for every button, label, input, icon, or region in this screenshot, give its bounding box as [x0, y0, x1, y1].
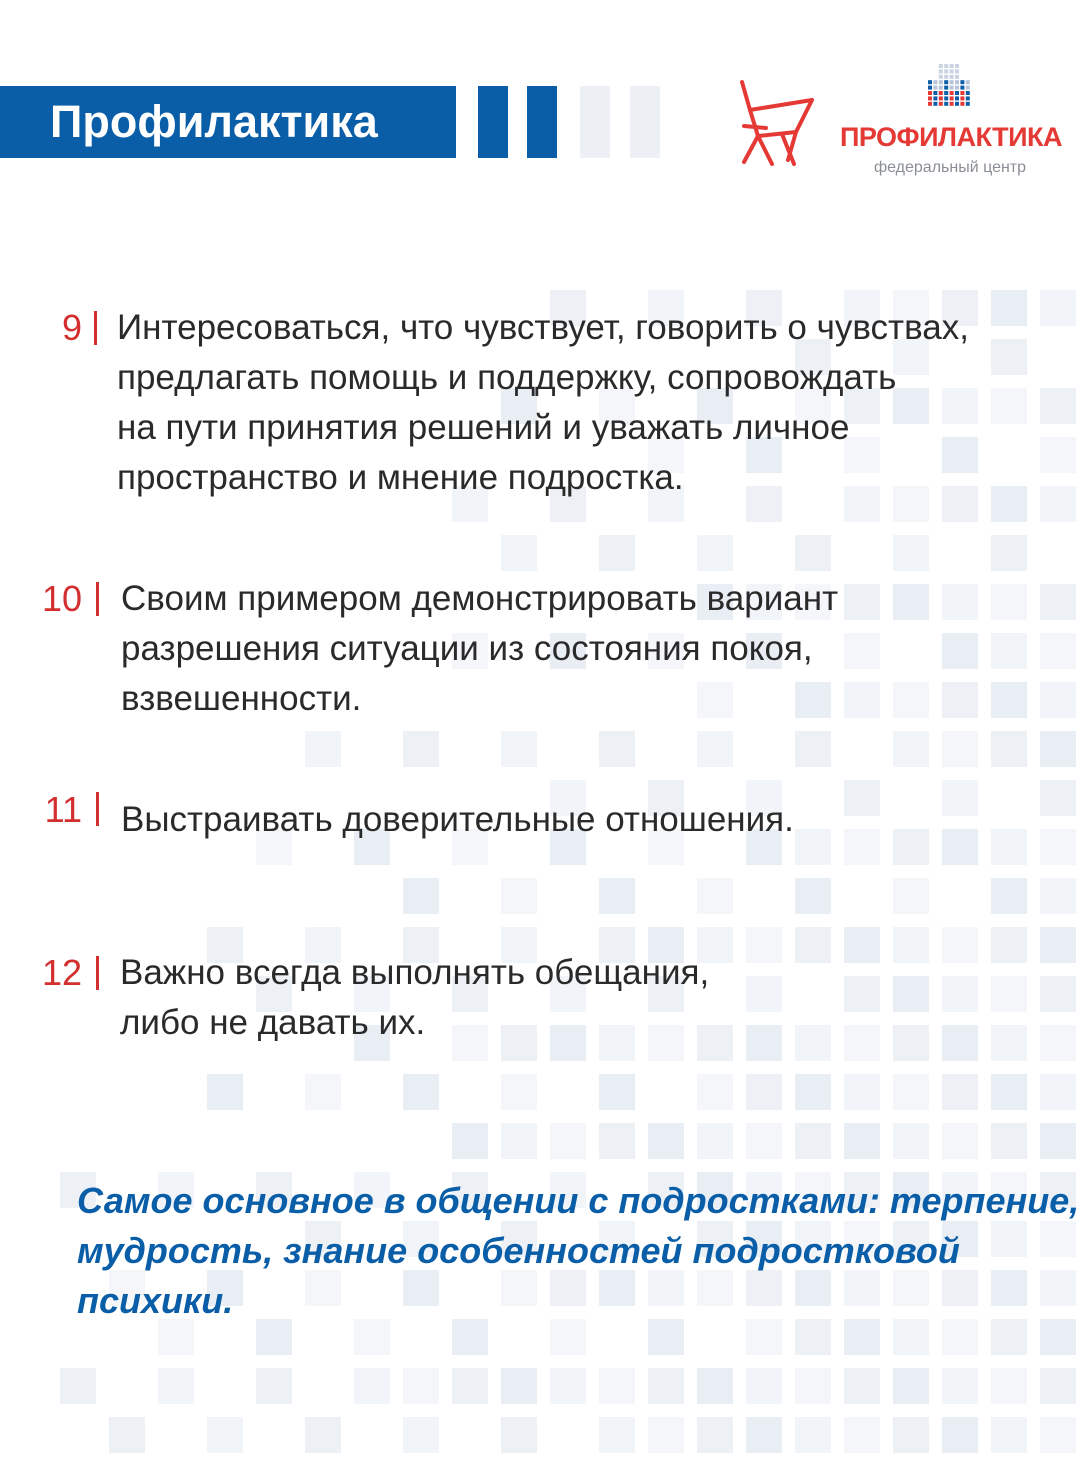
- logo-dot: [944, 64, 948, 68]
- logo-dot: [955, 64, 959, 68]
- logo-dot: [928, 86, 932, 90]
- grid-cell: [452, 1368, 488, 1404]
- logo-dot: [939, 102, 943, 106]
- grid-cell: [844, 780, 880, 816]
- grid-cell: [795, 878, 831, 914]
- grid-cell: [1040, 437, 1076, 473]
- grid-cell: [158, 1368, 194, 1404]
- grid-cell: [942, 1025, 978, 1061]
- logo-dot: [950, 80, 954, 84]
- grid-cell: [746, 1417, 782, 1453]
- logo-dot: [939, 80, 943, 84]
- grid-cell: [1040, 290, 1076, 326]
- logo-dot: [950, 96, 954, 100]
- grid-cell: [991, 1123, 1027, 1159]
- grid-cell: [501, 1417, 537, 1453]
- logo-dot: [955, 80, 959, 84]
- logo-dot: [955, 75, 959, 79]
- grid-cell: [1040, 780, 1076, 816]
- logo-dot: [944, 80, 948, 84]
- grid-cell: [991, 339, 1027, 375]
- grid-cell: [501, 1074, 537, 1110]
- logo-dot: [928, 102, 932, 106]
- grid-cell: [599, 1123, 635, 1159]
- logo-dot: [955, 102, 959, 106]
- grid-cell: [795, 1025, 831, 1061]
- item-number: 12: [41, 952, 82, 993]
- logo-dot: [933, 96, 937, 100]
- grid-cell: [942, 1417, 978, 1453]
- grid-cell: [795, 927, 831, 963]
- grid-cell: [893, 1025, 929, 1061]
- grid-cell: [697, 1417, 733, 1453]
- item-text: Интересоваться, что чувствует, говорить о чувствах, предлагать помощь и поддержку, сопровождать на пути принятия решений и уважать личное пространство и мнение подростка.: [117, 308, 969, 497]
- grid-cell: [942, 1074, 978, 1110]
- grid-cell: [991, 584, 1027, 620]
- logo-dot: [955, 69, 959, 73]
- logo-dot: [928, 96, 932, 100]
- grid-cell: [991, 1025, 1027, 1061]
- logo-dot: [966, 80, 970, 84]
- logo-dot: [933, 86, 937, 90]
- grid-cell: [942, 682, 978, 718]
- grid-cell: [648, 1368, 684, 1404]
- grid-cell: [991, 1368, 1027, 1404]
- header-band: [0, 86, 456, 158]
- grid-cell: [256, 1368, 292, 1404]
- grid-cell: [501, 1123, 537, 1159]
- grid-cell: [550, 1123, 586, 1159]
- grid-cell: [746, 1074, 782, 1110]
- grid-cell: [109, 1417, 145, 1453]
- grid-cell: [844, 1417, 880, 1453]
- grid-cell: [305, 1074, 341, 1110]
- logo-dot: [950, 64, 954, 68]
- grid-cell: [942, 1123, 978, 1159]
- grid-cell: [648, 1417, 684, 1453]
- pixel-grid-icon: [928, 64, 972, 108]
- grid-cell: [1040, 1417, 1076, 1453]
- grid-cell: [893, 829, 929, 865]
- grid-cell: [844, 1025, 880, 1061]
- logo-dot: [950, 86, 954, 90]
- grid-cell: [844, 682, 880, 718]
- logo-dot: [966, 91, 970, 95]
- grid-cell: [893, 1074, 929, 1110]
- grid-cell: [648, 1123, 684, 1159]
- grid-cell: [354, 1368, 390, 1404]
- grid-cell: [697, 731, 733, 767]
- logo-dot: [939, 91, 943, 95]
- org-logo: [840, 64, 1060, 184]
- grid-cell: [893, 927, 929, 963]
- logo-dot: [960, 80, 964, 84]
- grid-cell: [844, 1074, 880, 1110]
- grid-cell: [60, 1368, 96, 1404]
- item-number: 10: [41, 578, 82, 619]
- grid-cell: [1040, 927, 1076, 963]
- logo-dot: [933, 91, 937, 95]
- logo-dot: [955, 86, 959, 90]
- grid-cell: [942, 633, 978, 669]
- grid-cell: [844, 927, 880, 963]
- item-text: Своим примером демонстрировать вариант разрешения ситуации из состояния покоя, взвешенности.: [121, 579, 839, 718]
- grid-cell: [991, 486, 1027, 522]
- logo-dot: [960, 91, 964, 95]
- logo-dot: [944, 102, 948, 106]
- grid-cell: [991, 878, 1027, 914]
- grid-cell: [844, 1368, 880, 1404]
- item-separator: [96, 956, 99, 990]
- logo-dot: [960, 86, 964, 90]
- grid-cell: [697, 535, 733, 571]
- grid-cell: [1040, 486, 1076, 522]
- grid-cell: [501, 878, 537, 914]
- grid-cell: [844, 829, 880, 865]
- grid-cell: [697, 878, 733, 914]
- logo-dot: [944, 86, 948, 90]
- logo-dot: [960, 96, 964, 100]
- page-title: Профилактика: [50, 96, 378, 147]
- grid-cell: [1040, 878, 1076, 914]
- grid-cell: [746, 1123, 782, 1159]
- item-number: 11: [44, 789, 82, 830]
- item-text: Важно всегда выполнять обещания, либо не давать их.: [120, 953, 710, 1042]
- grid-cell: [991, 388, 1027, 424]
- grid-cell: [893, 1368, 929, 1404]
- grid-cell: [1040, 682, 1076, 718]
- org-subtitle: федеральный центр: [873, 159, 1027, 176]
- grid-cell: [1040, 1025, 1076, 1061]
- grid-cell: [1040, 1123, 1076, 1159]
- header-stripe: [630, 86, 660, 158]
- grid-cell: [795, 1123, 831, 1159]
- grid-cell: [893, 1417, 929, 1453]
- grid-cell: [599, 535, 635, 571]
- grid-cell: [697, 1368, 733, 1404]
- logo-dot: [939, 86, 943, 90]
- grid-cell: [1040, 633, 1076, 669]
- logo-dot: [944, 96, 948, 100]
- logo-dot: [944, 91, 948, 95]
- grid-cell: [746, 927, 782, 963]
- grid-cell: [599, 1417, 635, 1453]
- grid-cell: [403, 1074, 439, 1110]
- grid-cell: [893, 584, 929, 620]
- grid-cell: [1040, 1368, 1076, 1404]
- logo-dot: [955, 91, 959, 95]
- grid-cell: [452, 1123, 488, 1159]
- item-separator: [96, 582, 99, 616]
- logo-dot: [955, 96, 959, 100]
- grid-cell: [207, 1074, 243, 1110]
- conclusion-text: Самое основное в общении с подростками: терпение, мудрость, знание особенностей подростковой психики.: [77, 1180, 1080, 1321]
- grid-cell: [942, 927, 978, 963]
- grid-cell: [991, 535, 1027, 571]
- logo-dot: [939, 69, 943, 73]
- grid-cell: [795, 1074, 831, 1110]
- logo-dot: [950, 102, 954, 106]
- grid-cell: [844, 976, 880, 1012]
- grid-cell: [501, 731, 537, 767]
- grid-cell: [403, 1417, 439, 1453]
- logo-dot: [928, 91, 932, 95]
- grid-cell: [991, 682, 1027, 718]
- grid-cell: [1040, 1074, 1076, 1110]
- grid-cell: [991, 1417, 1027, 1453]
- grid-cell: [795, 731, 831, 767]
- grid-cell: [893, 1123, 929, 1159]
- grid-cell: [697, 1074, 733, 1110]
- grid-cell: [550, 1368, 586, 1404]
- logo-dot: [933, 102, 937, 106]
- logo-dot: [944, 69, 948, 73]
- item-separator: [96, 792, 99, 826]
- grid-cell: [599, 731, 635, 767]
- grid-cell: [942, 584, 978, 620]
- grid-cell: [991, 976, 1027, 1012]
- grid-cell: [207, 1417, 243, 1453]
- grid-cell: [1040, 731, 1076, 767]
- grid-cell: [795, 1417, 831, 1453]
- grid-cell: [893, 878, 929, 914]
- logo-dot: [933, 80, 937, 84]
- item-separator: [94, 311, 97, 345]
- logo-dot: [939, 64, 943, 68]
- logo-dot: [950, 69, 954, 73]
- logo-dot: [966, 86, 970, 90]
- grid-cell: [1040, 976, 1076, 1012]
- header-stripe: [527, 86, 557, 158]
- item-number: 9: [61, 307, 82, 348]
- grid-cell: [501, 1368, 537, 1404]
- grid-cell: [942, 829, 978, 865]
- grid-cell: [599, 1074, 635, 1110]
- logo-dot: [928, 80, 932, 84]
- grid-cell: [746, 1368, 782, 1404]
- grid-cell: [501, 535, 537, 571]
- grid-cell: [991, 829, 1027, 865]
- logo-dot: [950, 75, 954, 79]
- grid-cell: [746, 976, 782, 1012]
- grid-cell: [991, 633, 1027, 669]
- grid-cell: [403, 1368, 439, 1404]
- logo-dot: [944, 75, 948, 79]
- grid-cell: [1040, 584, 1076, 620]
- grid-cell: [893, 976, 929, 1012]
- grid-cell: [844, 633, 880, 669]
- chair-icon: [736, 76, 820, 173]
- grid-cell: [991, 731, 1027, 767]
- grid-cell: [942, 976, 978, 1012]
- grid-cell: [893, 682, 929, 718]
- grid-cell: [795, 1368, 831, 1404]
- logo-dot: [939, 96, 943, 100]
- grid-cell: [893, 731, 929, 767]
- grid-cell: [844, 584, 880, 620]
- grid-cell: [991, 927, 1027, 963]
- grid-cell: [305, 1417, 341, 1453]
- grid-cell: [403, 731, 439, 767]
- grid-cell: [1040, 829, 1076, 865]
- grid-cell: [697, 1123, 733, 1159]
- grid-cell: [795, 535, 831, 571]
- grid-cell: [795, 829, 831, 865]
- grid-cell: [991, 290, 1027, 326]
- logo-dot: [960, 102, 964, 106]
- grid-cell: [599, 1368, 635, 1404]
- grid-cell: [844, 1123, 880, 1159]
- grid-cell: [599, 878, 635, 914]
- grid-cell: [893, 535, 929, 571]
- grid-cell: [942, 731, 978, 767]
- header-stripe: [580, 86, 610, 158]
- grid-cell: [1040, 388, 1076, 424]
- logo-dot: [950, 91, 954, 95]
- logo-dot: [966, 102, 970, 106]
- header-stripe: [478, 86, 508, 158]
- grid-cell: [305, 731, 341, 767]
- grid-cell: [403, 878, 439, 914]
- item-text: Выстраивать доверительные отношения.: [121, 800, 794, 839]
- grid-cell: [991, 1074, 1027, 1110]
- logo-dot: [939, 75, 943, 79]
- org-name: ПРОФИЛАКТИКА: [840, 122, 1062, 152]
- grid-cell: [746, 1025, 782, 1061]
- grid-cell: [942, 1368, 978, 1404]
- grid-cell: [942, 780, 978, 816]
- logo-dot: [966, 96, 970, 100]
